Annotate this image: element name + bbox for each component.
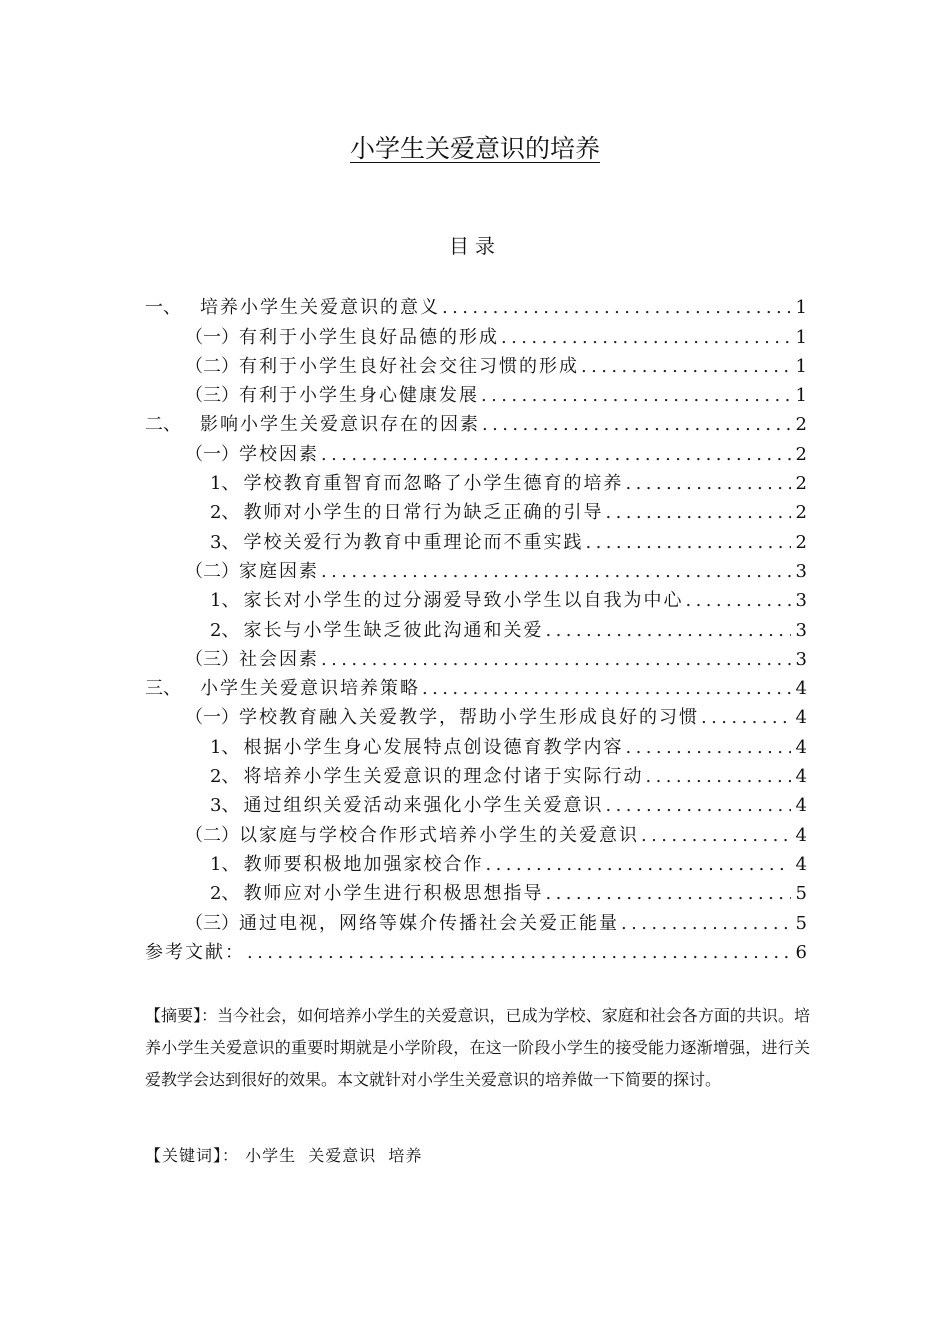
toc-entry[interactable] bbox=[145, 584, 807, 613]
toc-page-number: 4 bbox=[795, 678, 807, 700]
toc-entry-text: 社会因素 bbox=[239, 648, 319, 670]
toc-entry-text: 教师对小学生的日常行为缺乏正确的引导 bbox=[243, 502, 604, 524]
toc-page-number: 5 bbox=[795, 912, 807, 934]
toc-entry[interactable] bbox=[145, 701, 807, 730]
toc-leader-dots bbox=[501, 326, 791, 350]
abstract-text: 当今社会，如何培养小学生的关爱意识，已成为学校、家庭和社会各方面的共识。培养小学生关爱意识的重要时期就是小学阶段，在这一阶段小学生的接受能力逐渐增强，进行关爱教学会达到很好的效果。本文就针对小学生关爱意识的培养做一下简要的探讨。 bbox=[145, 1006, 810, 1089]
toc-leader-dots bbox=[641, 824, 791, 848]
toc-page-number: 6 bbox=[795, 941, 807, 963]
toc-entry-number: （三） bbox=[185, 912, 239, 934]
toc-leader-dots bbox=[485, 853, 791, 877]
toc-entry[interactable] bbox=[145, 848, 807, 877]
toc-entry-number: （一） bbox=[185, 326, 239, 348]
toc-leader-dots bbox=[422, 677, 791, 701]
keywords-label: 【关键词】： bbox=[145, 1146, 240, 1165]
toc-entry-number: 3、 bbox=[210, 531, 240, 553]
toc-entry[interactable] bbox=[145, 877, 807, 906]
toc-page-number: 4 bbox=[795, 824, 807, 846]
toc-entry-text: 通过电视，网络等媒介传播社会关爱正能量 bbox=[239, 912, 619, 934]
toc-entry[interactable] bbox=[145, 350, 807, 379]
toc-entry[interactable] bbox=[145, 789, 807, 818]
toc-entry[interactable] bbox=[145, 555, 807, 584]
toc-entry-text: 有利于小学生良好品德的形成 bbox=[239, 326, 499, 348]
toc-leader-dots bbox=[645, 765, 791, 789]
toc-entry-number: 1、 bbox=[210, 473, 240, 495]
toc-leader-dots bbox=[481, 384, 791, 408]
toc-entry[interactable] bbox=[145, 320, 807, 349]
document-title bbox=[0, 132, 950, 166]
toc-entry-text: 通过组织关爱活动来强化小学生关爱意识 bbox=[243, 795, 604, 817]
toc-entry-text: 将培养小学生关爱意识的理念付诸于实际行动 bbox=[243, 766, 644, 788]
toc-entry-number: 2、 bbox=[210, 502, 240, 524]
toc-leader-dots bbox=[247, 941, 791, 965]
toc-entry[interactable] bbox=[145, 936, 807, 965]
document-title-text: 小学生关爱意识的培养 bbox=[349, 134, 600, 163]
abstract bbox=[145, 1000, 810, 1096]
toc-page-number: 1 bbox=[795, 326, 807, 348]
toc-leader-dots bbox=[321, 560, 791, 584]
toc-entry-number: （二） bbox=[185, 355, 239, 377]
toc-entry[interactable] bbox=[145, 730, 807, 759]
toc-entry-text: 学校教育重智育而忽略了小学生德育的培养 bbox=[243, 473, 624, 495]
toc-entry[interactable] bbox=[145, 408, 807, 437]
toc-entry-number: （二） bbox=[185, 560, 239, 582]
toc-leader-dots bbox=[701, 706, 791, 730]
keywords bbox=[145, 1142, 810, 1170]
toc-leader-dots bbox=[621, 912, 791, 936]
toc-entry-text: 培养小学生关爱意识的意义 bbox=[200, 297, 440, 319]
toc-leader-dots bbox=[685, 589, 791, 613]
toc-leader-dots bbox=[605, 794, 791, 818]
toc-leader-dots bbox=[625, 472, 791, 496]
toc-entry[interactable] bbox=[145, 496, 807, 525]
toc-page-number: 2 bbox=[795, 414, 807, 436]
toc-entry-number: （二） bbox=[185, 824, 239, 846]
toc-entry-text: 影响小学生关爱意识存在的因素 bbox=[200, 414, 480, 436]
toc-page-number: 4 bbox=[795, 795, 807, 817]
toc-page-number: 5 bbox=[795, 883, 807, 905]
toc-entry-text: 有利于小学生身心健康发展 bbox=[239, 385, 479, 407]
toc-entry-number: 1、 bbox=[210, 736, 240, 758]
toc-page-number: 3 bbox=[795, 590, 807, 612]
toc-page-number: 2 bbox=[795, 443, 807, 465]
toc-entry-text: 学校教育融入关爱教学，帮助小学生形成良好的习惯 bbox=[239, 707, 699, 729]
toc-page-number: 2 bbox=[795, 473, 807, 495]
keyword: 小学生 bbox=[245, 1146, 297, 1165]
toc-leader-dots bbox=[581, 355, 791, 379]
toc-entry-text: 有利于小学生良好社会交往习惯的形成 bbox=[239, 355, 579, 377]
toc-entry-number: 2、 bbox=[210, 619, 240, 641]
toc-entry-text: 教师要积极地加强家校合作 bbox=[243, 853, 484, 875]
table-of-contents bbox=[145, 291, 807, 965]
toc-entry-number: 2、 bbox=[210, 883, 240, 905]
toc-page-number: 1 bbox=[795, 385, 807, 407]
toc-entry-number: 一、 bbox=[145, 297, 181, 319]
toc-page-number: 2 bbox=[795, 502, 807, 524]
toc-leader-dots bbox=[605, 501, 791, 525]
toc-entry[interactable] bbox=[145, 672, 807, 701]
toc-entry-text: 家长与小学生缺乏彼此沟通和关爱 bbox=[243, 619, 544, 641]
toc-entry[interactable] bbox=[145, 525, 807, 554]
toc-page-number: 1 bbox=[795, 297, 807, 319]
toc-entry-text: 根据小学生身心发展特点创设德育教学内容 bbox=[243, 736, 624, 758]
toc-entry-text: 学校因素 bbox=[239, 443, 319, 465]
toc-entry[interactable] bbox=[145, 818, 807, 847]
toc-entry[interactable] bbox=[145, 437, 807, 466]
toc-entry[interactable] bbox=[145, 613, 807, 642]
toc-entry-number: （一） bbox=[185, 707, 239, 729]
toc-entry[interactable] bbox=[145, 379, 807, 408]
toc-entry-number: 三、 bbox=[145, 678, 181, 700]
toc-entry-text: 家庭因素 bbox=[239, 560, 319, 582]
toc-page-number: 1 bbox=[795, 355, 807, 377]
toc-page-number: 2 bbox=[795, 531, 807, 553]
toc-page-number: 4 bbox=[795, 766, 807, 788]
toc-page-number: 4 bbox=[795, 736, 807, 758]
toc-page-number: 3 bbox=[795, 560, 807, 582]
toc-page-number: 4 bbox=[795, 853, 807, 875]
toc-leader-dots bbox=[321, 443, 791, 467]
toc-entry-number: 2、 bbox=[210, 766, 240, 788]
toc-leader-dots bbox=[321, 648, 791, 672]
toc-leader-dots bbox=[545, 619, 791, 643]
toc-entry-text: 以家庭与学校合作形式培养小学生的关爱意识 bbox=[239, 824, 639, 846]
keyword: 培养 bbox=[388, 1146, 423, 1165]
toc-entry-number: 3、 bbox=[210, 795, 240, 817]
toc-entry[interactable] bbox=[145, 467, 807, 496]
toc-leader-dots bbox=[442, 296, 791, 320]
toc-entry-number: 二、 bbox=[145, 414, 181, 436]
toc-entry-text: 参考文献： bbox=[145, 941, 245, 963]
toc-leader-dots bbox=[625, 736, 791, 760]
toc-entry-number: 1、 bbox=[210, 853, 240, 875]
toc-leader-dots bbox=[545, 882, 791, 906]
toc-entry[interactable] bbox=[145, 906, 807, 935]
keyword: 关爱意识 bbox=[308, 1146, 377, 1165]
abstract-label: 【摘要】： bbox=[145, 1006, 218, 1025]
toc-entry-text: 小学生关爱意识培养策略 bbox=[200, 678, 420, 700]
toc-page-number: 3 bbox=[795, 619, 807, 641]
toc-entry-number: 1、 bbox=[210, 590, 240, 612]
toc-entry-number: （三） bbox=[185, 385, 239, 407]
toc-heading: 目录 bbox=[449, 234, 501, 258]
toc-entry-text: 教师应对小学生进行积极思想指导 bbox=[243, 883, 544, 905]
toc-page-number: 4 bbox=[795, 707, 807, 729]
toc-leader-dots bbox=[482, 413, 791, 437]
toc-leader-dots bbox=[585, 531, 791, 555]
toc-entry-number: （一） bbox=[185, 443, 239, 465]
toc-entry-text: 家长对小学生的过分溺爱导致小学生以自我为中心 bbox=[243, 590, 684, 612]
toc-entry[interactable] bbox=[145, 643, 807, 672]
toc-entry-text: 学校关爱行为教育中重理论而不重实践 bbox=[243, 531, 584, 553]
toc-entry[interactable] bbox=[145, 760, 807, 789]
toc-entry[interactable] bbox=[145, 291, 807, 320]
toc-page-number: 3 bbox=[795, 648, 807, 670]
toc-entry-number: （三） bbox=[185, 648, 239, 670]
